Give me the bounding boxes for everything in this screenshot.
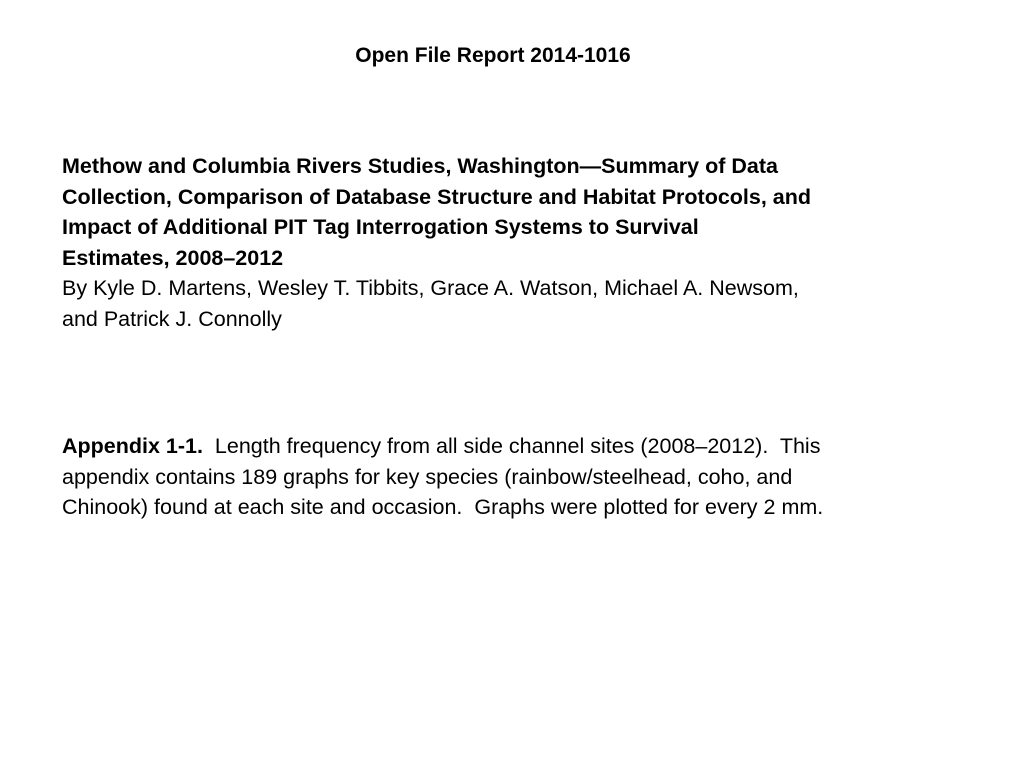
title-block [62,151,1002,334]
report-title-line: Estimates, 2008–2012 [62,245,284,270]
appendix-description [62,431,1002,523]
appendix-line [62,431,1002,462]
report-title-line: Collection, Comparison of Database Structure and Habitat Protocols, and [62,184,812,209]
author-byline-line: and Patrick J. Connolly [62,306,282,331]
report-title-line: Impact of Additional PIT Tag Interrogation Systems to Survival [62,215,699,239]
author-byline-line: By Kyle D. Martens, Wesley T. Tibbits, Grace A. Watson, Michael A. Newsom, [62,276,799,300]
appendix-label: Appendix 1-1. [62,434,203,458]
report-title-line: Methow and Columbia Rivers Studies, Washington—Summary of Data [62,154,778,178]
appendix-line: appendix contains 189 graphs for key species (rainbow/steelhead, coho, and [62,464,793,489]
appendix-text: Length frequency from all side channel sites (2008–2012). This [202,434,821,458]
report-title [62,151,1002,273]
appendix-line: Chinook) found at each site and occasion. Graphs were plotted for every 2 mm. [62,495,824,519]
author-byline [62,273,1002,334]
report-number-heading: Open File Report 2014-1016 [355,44,631,67]
